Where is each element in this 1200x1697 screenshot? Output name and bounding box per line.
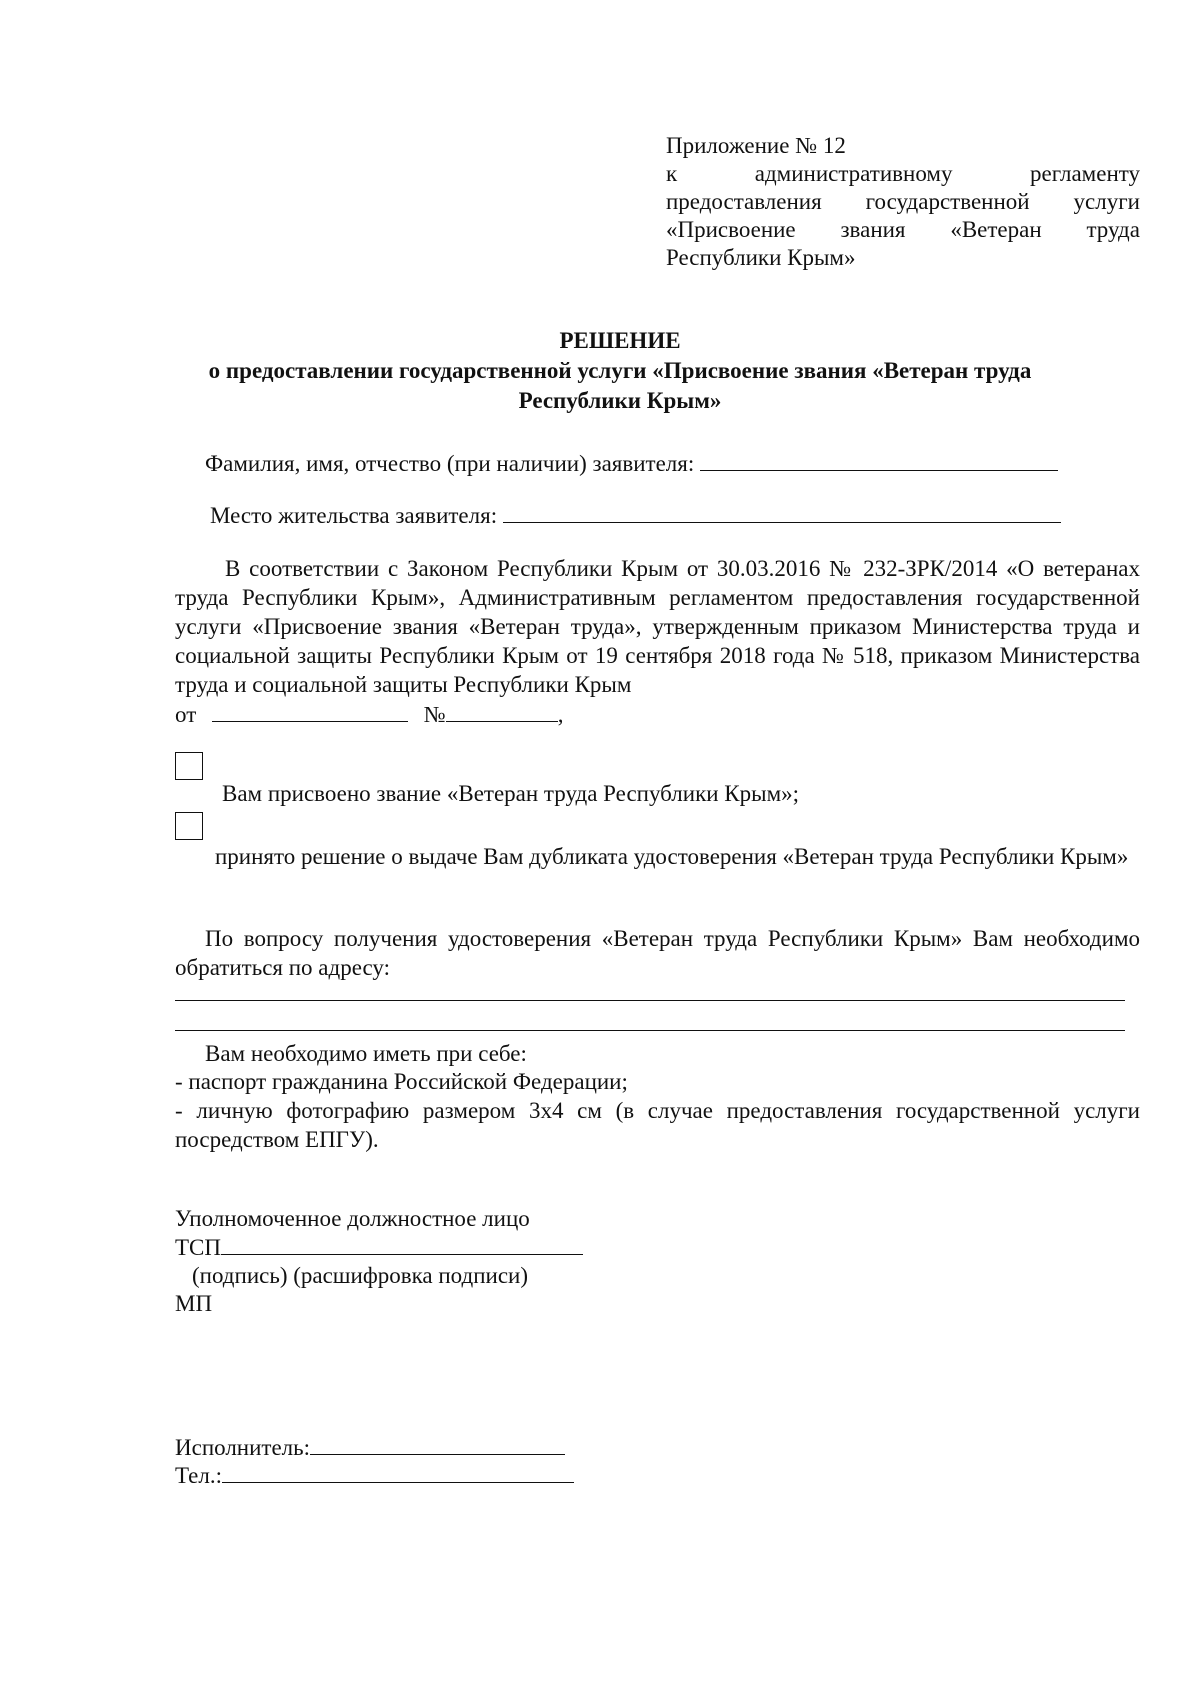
option-duplicate-paragraph xyxy=(175,842,1140,871)
address-paragraph xyxy=(175,924,1140,982)
tsp-label: ТСП xyxy=(175,1235,221,1260)
order-number-label: № xyxy=(423,702,446,727)
executor-row xyxy=(175,1432,565,1462)
order-from-label: от xyxy=(175,702,197,727)
order-date-field[interactable] xyxy=(212,699,408,722)
option-duplicate-checkbox[interactable] xyxy=(175,812,203,840)
phone-label: Тел.: xyxy=(175,1463,222,1488)
executor-field[interactable] xyxy=(310,1432,565,1455)
order-trailing-comma: , xyxy=(557,702,564,727)
order-reference-row xyxy=(175,699,563,729)
document-title: РЕШЕНИЕ xyxy=(559,328,681,353)
document-subtitle-line-1: о предоставлении государственной услуги «Присвоение звания «Ветеран труда xyxy=(208,358,1032,383)
option-duplicate-text: принято решение о выдаче Вам дубликата удостоверения «Ветеран труда Республики Крым» xyxy=(215,844,1129,869)
option-title-assigned-checkbox[interactable] xyxy=(175,752,203,780)
legal-basis-paragraph xyxy=(175,554,1140,699)
annex-line-3: предоставления государственной услуги xyxy=(666,189,1140,214)
applicant-name-field[interactable] xyxy=(700,448,1058,471)
annex-line-5: Республики Крым» xyxy=(666,245,856,270)
document-subtitle-line-2: Республики Крым» xyxy=(518,388,722,413)
phone-row xyxy=(175,1460,574,1490)
tsp-row xyxy=(175,1232,583,1262)
requirements-intro: Вам необходимо иметь при себе: xyxy=(205,1041,527,1066)
requirement-photo: - личную фотографию размером 3х4 см (в случае предоставления государственной услуги посредством ЕПГУ). xyxy=(175,1098,1140,1152)
residence-label: Место жительства заявителя: xyxy=(210,503,498,528)
requirement-passport: - паспорт гражданина Российской Федерации; xyxy=(175,1069,628,1094)
residence-row xyxy=(210,500,1061,530)
official-label: Уполномоченное должностное лицо xyxy=(175,1206,530,1231)
applicant-name-row xyxy=(205,448,1058,478)
order-number-field[interactable] xyxy=(446,699,558,722)
legal-basis-text: В соответствии с Законом Республики Крым от 30.03.2016 № 232-ЗРК/2014 «О ветеранах труда Республики Крым», Административным регламентом предоставления государственной услуги «Присвоение звания «Ветеран труда», утвержденным приказом Министерства труда и социальной защиты Республики Крым от 19 сентября 2018 года № 518, приказом Министерства труда и социальной защиты Республики Крым xyxy=(175,556,1140,697)
option-title-assigned-text: Вам присвоено звание «Ветеран труда Республики Крым»; xyxy=(222,781,800,806)
address-line-1[interactable] xyxy=(175,1000,1125,1001)
address-line-2[interactable] xyxy=(175,1030,1125,1031)
tsp-signature-field[interactable] xyxy=(221,1232,583,1255)
address-text: По вопросу получения удостоверения «Ветеран труда Республики Крым» Вам необходимо обратиться по адресу: xyxy=(175,926,1140,980)
stamp-label: МП xyxy=(175,1291,213,1316)
annex-block xyxy=(666,132,1140,272)
phone-field[interactable] xyxy=(222,1460,574,1483)
annex-line-4: «Присвоение звания «Ветеран труда xyxy=(666,217,1140,242)
residence-field[interactable] xyxy=(503,500,1061,523)
signature-caption: (подпись) (расшифровка подписи) xyxy=(192,1263,529,1288)
executor-label: Исполнитель: xyxy=(175,1435,311,1460)
annex-number: Приложение № 12 xyxy=(666,133,846,158)
annex-line-2: к административному регламенту xyxy=(666,161,1140,186)
applicant-name-label: Фамилия, имя, отчество (при наличии) заявителя: xyxy=(205,451,695,476)
